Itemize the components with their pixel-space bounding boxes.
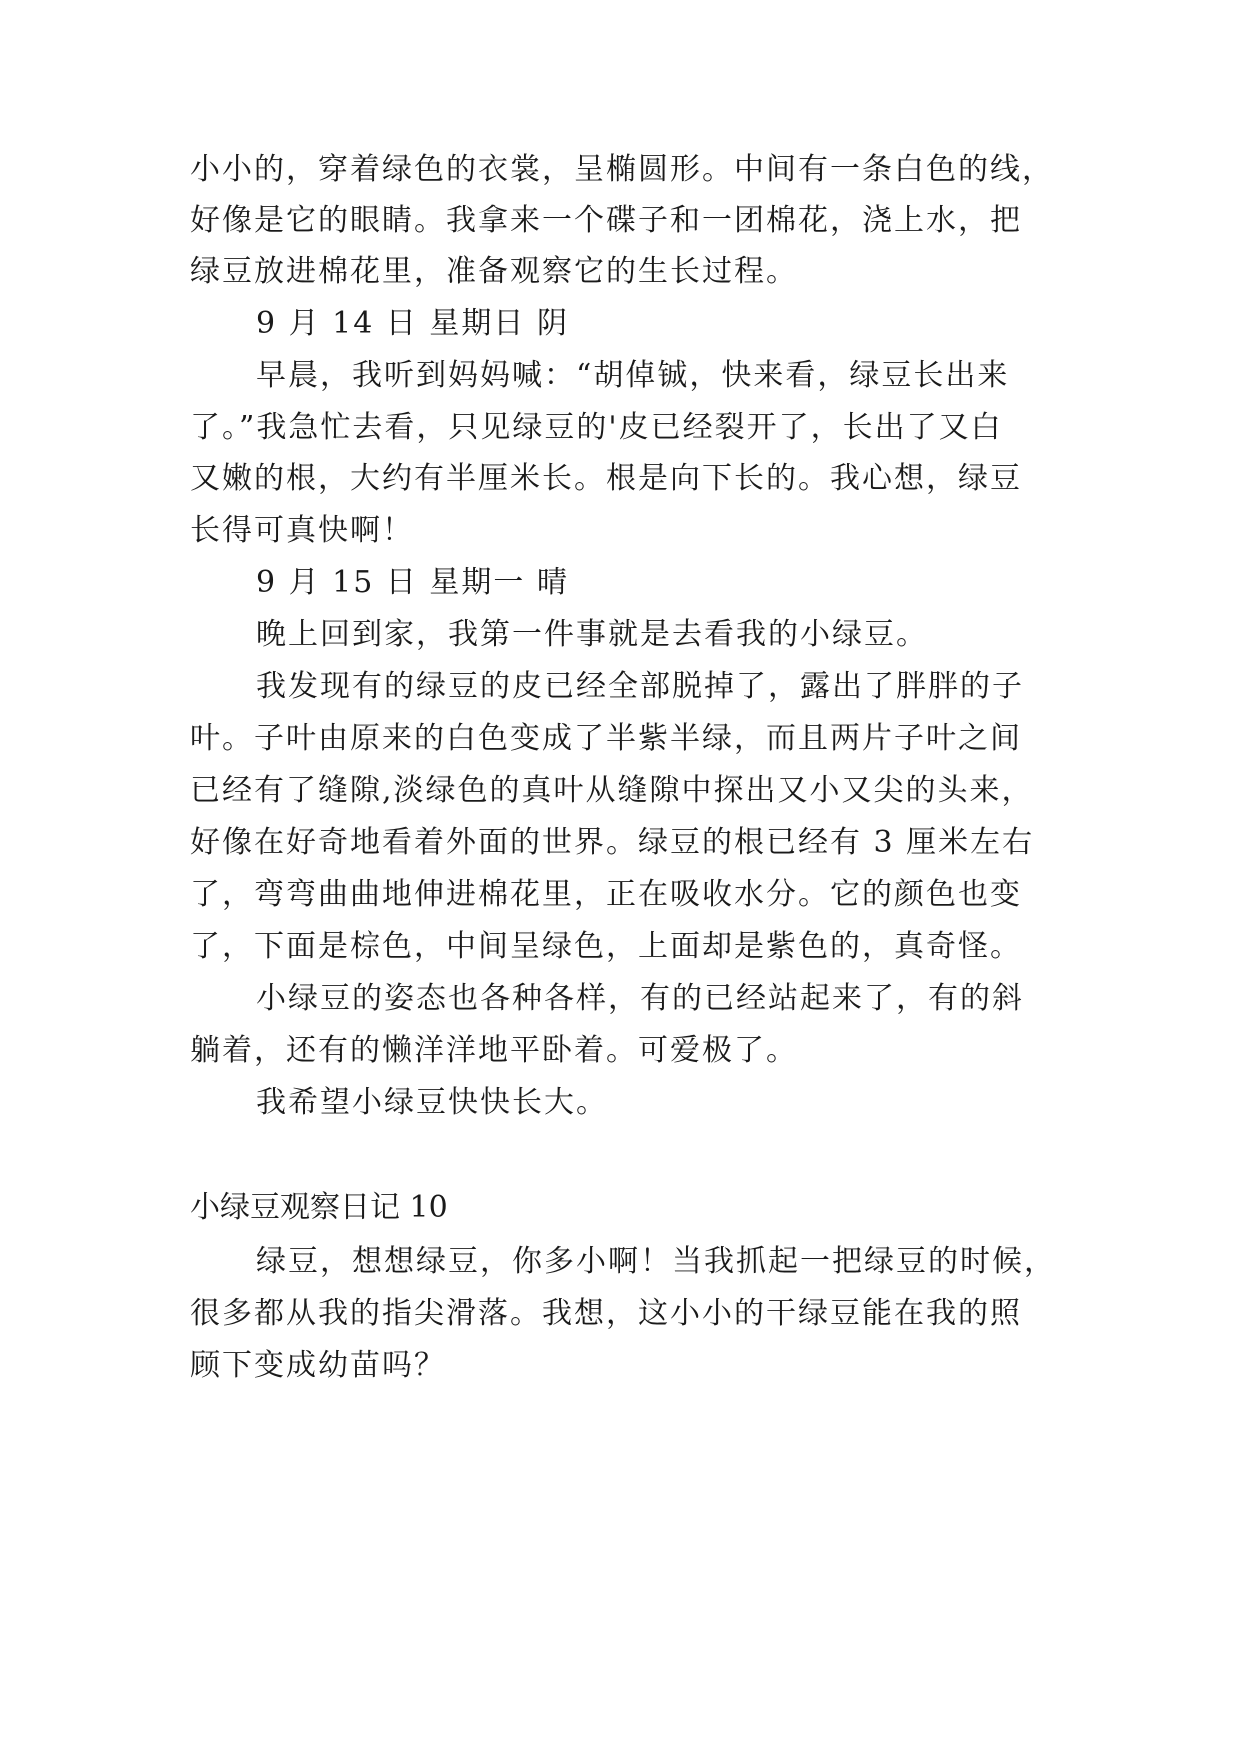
body-text-line: 好像是它的眼睛。我拿来一个碟子和一团棉花，浇上水，把 [190,203,1022,238]
date-heading: 9 月 15 日 星期一 晴 [256,565,569,600]
body-text-line: 躺着，还有的懒洋洋地平卧着。可爱极了。 [190,1033,798,1068]
body-text-line: 我发现有的绿豆的皮已经全部脱掉了，露出了胖胖的子 [256,669,1024,704]
body-text-line: 我希望小绿豆快快长大。 [256,1085,608,1120]
body-text-line: 了。”我急忙去看，只见绿豆的'皮已经裂开了，长出了又白 [190,410,1003,445]
body-text-line: 很多都从我的指尖滑落。我想，这小小的干绿豆能在我的照 [190,1296,1022,1331]
body-text-line: 了，弯弯曲曲地伸进棉花里，正在吸收水分。它的颜色也变 [190,877,1022,912]
body-text-line: 已经有了缝隙,淡绿色的真叶从缝隙中探出又小又尖的头来， [190,773,1034,808]
body-text-line: 小绿豆的姿态也各种各样，有的已经站起来了，有的斜 [256,981,1024,1016]
date-heading: 9 月 14 日 星期日 阴 [256,306,569,341]
body-text-line: 小小的，穿着绿色的衣裳，呈椭圆形。中间有一条白色的线， [190,152,1054,187]
body-text-line: 早晨，我听到妈妈喊：“胡倬铖，快来看，绿豆长出来 [256,358,1010,393]
body-text-line: 了，下面是棕色，中间呈绿色，上面却是紫色的，真奇怪。 [190,929,1022,964]
body-text-line: 晚上回到家，我第一件事就是去看我的小绿豆。 [256,617,928,652]
body-text-line: 好像在好奇地看着外面的世界。绿豆的根已经有 3 厘米左右 [190,825,1035,860]
section-title: 小绿豆观察日记 10 [190,1190,448,1225]
body-text-line: 又嫩的根，大约有半厘米长。根是向下长的。我心想，绿豆 [190,461,1022,496]
body-text-line: 顾下变成幼苗吗？ [190,1348,446,1383]
body-text-line: 叶。子叶由原来的白色变成了半紫半绿，而且两片子叶之间 [190,721,1022,756]
body-text-line: 绿豆，想想绿豆，你多小啊！当我抓起一把绿豆的时候， [256,1244,1056,1279]
body-text-line: 绿豆放进棉花里，准备观察它的生长过程。 [190,254,798,289]
body-text-line: 长得可真快啊！ [190,513,414,548]
